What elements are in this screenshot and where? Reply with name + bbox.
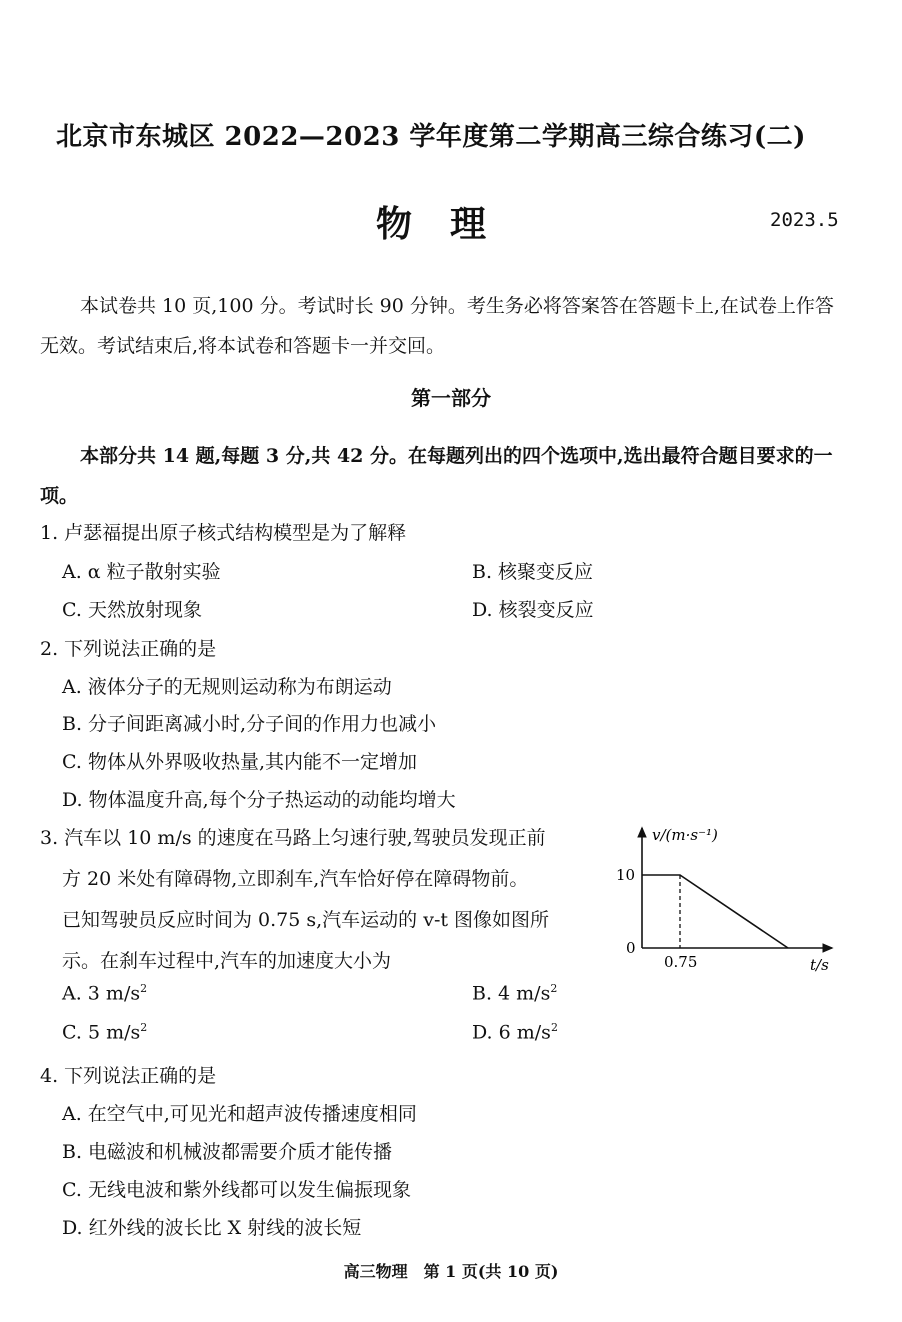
question-3-option-a — [62, 982, 147, 1004]
question-2-stem: 2. 下列说法正确的是 — [40, 638, 217, 660]
part-heading: 第一部分 — [411, 386, 491, 410]
velocity-line — [642, 875, 788, 948]
x-axis-label: t/s — [810, 956, 829, 974]
question-4-option-c: C. 无线电波和紫外线都可以发生偏振现象 — [62, 1179, 411, 1201]
question-2-option-b: B. 分子间距离减小时,分子间的作用力也减小 — [62, 713, 437, 735]
question-3-stem-line: 已知驾驶员反应时间为 0.75 s,汽车运动的 v-t 图像如图所 — [62, 909, 550, 931]
question-1-option-a: A. α 粒子散射实验 — [62, 561, 221, 583]
question-3-option-d — [472, 1021, 558, 1043]
option-text: B. 4 m/s — [472, 982, 551, 1005]
part-instructions: 本部分共 14 题,每题 3 分,共 42 分。在每题列出的四个选项中,选出最符合题目要求的一项。 — [40, 445, 833, 507]
vt-graph — [610, 820, 850, 980]
subject-title: 物理 — [376, 203, 525, 245]
question-2-option-a: A. 液体分子的无规则运动称为布朗运动 — [62, 676, 392, 698]
y-tick-label: 10 — [616, 866, 636, 884]
x-tick-label: 0.75 — [664, 953, 698, 971]
y-axis-label: v/(m·s⁻¹) — [652, 826, 718, 844]
question-3-stem-line: 示。在刹车过程中,汽车的加速度大小为 — [62, 950, 392, 972]
option-text: C. 5 m/s — [62, 1021, 141, 1044]
question-3-option-b — [472, 982, 557, 1004]
question-2-option-d: D. 物体温度升高,每个分子热运动的动能均增大 — [62, 789, 456, 811]
page-footer: 高三物理 第 1 页(共 10 页) — [343, 1262, 559, 1281]
exam-title: 北京市东城区 2022—2023 学年度第二学期高三综合练习(二) — [56, 122, 806, 152]
exam-date: 2023.5 — [770, 209, 839, 231]
question-2-option-c: C. 物体从外界吸收热量,其内能不一定增加 — [62, 751, 417, 773]
unit-superscript: 2 — [550, 1021, 558, 1034]
question-3-stem — [40, 818, 610, 982]
question-3-option-c — [62, 1021, 147, 1043]
question-4-option-d: D. 红外线的波长比 X 射线的波长短 — [62, 1217, 362, 1239]
unit-superscript: 2 — [140, 1021, 148, 1034]
question-4-option-b: B. 电磁波和机械波都需要介质才能传播 — [62, 1141, 393, 1163]
exam-intro: 本试卷共 10 页,100 分。考试时长 90 分钟。考生务必将答案答在答题卡上,在试卷上作答无效。考试结束后,将本试卷和答题卡一并交回。 — [40, 295, 834, 357]
question-4-option-a: A. 在空气中,可见光和超声波传播速度相同 — [62, 1103, 417, 1125]
origin-label: 0 — [626, 939, 636, 957]
question-3-stem-line: 方 20 米处有障碍物,立即刹车,汽车恰好停在障碍物前。 — [62, 868, 529, 890]
question-1-option-d: D. 核裂变反应 — [472, 599, 594, 621]
question-1-option-c: C. 天然放射现象 — [62, 599, 202, 621]
question-1-option-b: B. 核聚变反应 — [472, 561, 594, 583]
question-1-stem: 1. 卢瑟福提出原子核式结构模型是为了解释 — [40, 522, 407, 544]
question-3-stem-line: 3. 汽车以 10 m/s 的速度在马路上匀速行驶,驾驶员发现正前 — [40, 827, 546, 849]
unit-superscript: 2 — [140, 982, 148, 995]
option-text: A. 3 m/s — [62, 982, 141, 1005]
unit-superscript: 2 — [550, 982, 558, 995]
question-4-stem: 4. 下列说法正确的是 — [40, 1065, 217, 1087]
option-text: D. 6 m/s — [472, 1021, 551, 1044]
